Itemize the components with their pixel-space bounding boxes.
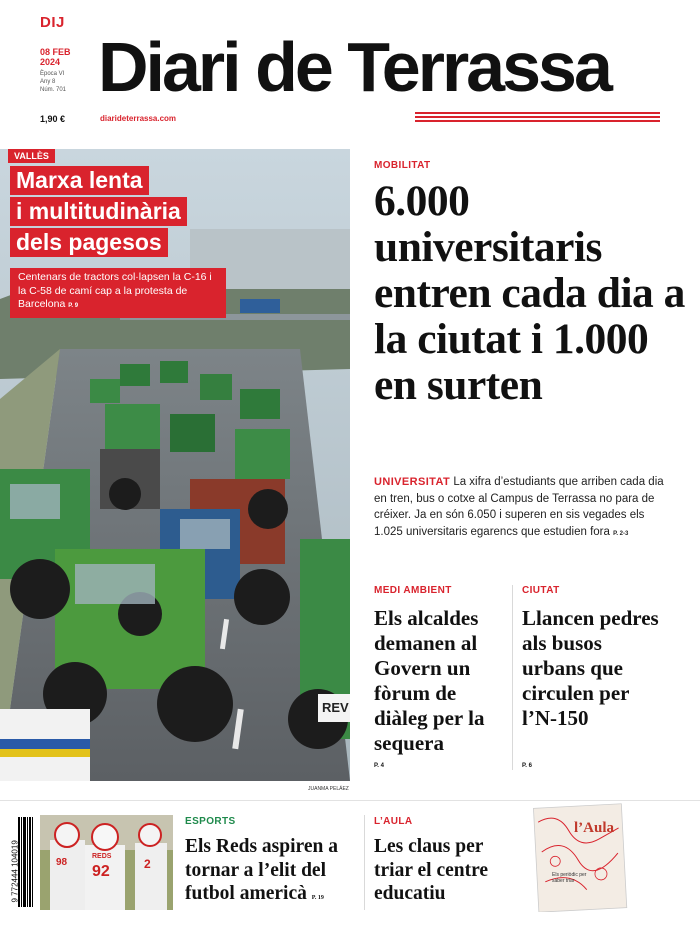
edition-number: Núm. 701 <box>40 87 67 93</box>
story-sequera-headline[interactable]: Els alcaldes demanen al Govern un fòrum de diàleg per la sequera <box>374 606 485 755</box>
section-tag-esports[interactable]: ESPORTS <box>185 816 236 827</box>
jersey-number: 2 <box>144 857 151 871</box>
aula-cover-image <box>530 800 630 912</box>
masthead-meta <box>40 70 66 94</box>
lead-page-ref: P. 2-3 <box>613 530 629 537</box>
hero-headline-line-3: dels pagesos <box>10 228 168 257</box>
story-busos-page-ref: P. 6 <box>522 763 532 769</box>
hero-subheadline-text: Centenars de tractors col·lapsen la C-16 i la C-58 de camí cap a la protesta de Barcelona <box>18 271 212 310</box>
story-busos-headline[interactable]: Llancen pedres als busos urbans que circulen per l’N-150 <box>522 606 659 730</box>
edition-epoca: Època VI <box>40 71 65 77</box>
lead-summary <box>374 474 674 542</box>
lead-kicker: UNIVERSITAT <box>374 476 451 488</box>
column-divider <box>512 585 513 770</box>
lead-body-text: La xifra d’estudiants que arriben cada dia en tren, bus o cotxe al Campus de Terrassa no para de créixer. Ja en són 6.050 i superen en sis vegades els 1.025 universitaris egarencs que estudien fora <box>374 476 664 538</box>
logo-rules <box>415 112 660 124</box>
masthead-day: DIJ <box>40 14 65 31</box>
section-tag-valles[interactable]: VALLÈS <box>8 149 55 163</box>
photo-credit: JUANMA PELÁEZ <box>308 786 349 792</box>
price: 1,90 € <box>40 114 66 124</box>
website-link[interactable]: diarideterrassa.com <box>100 114 177 123</box>
newspaper-logo[interactable]: Diari de Terrassa <box>98 28 610 106</box>
section-tag-medi-ambient[interactable]: MEDI AMBIENT <box>374 585 452 596</box>
date-line-2: 2024 <box>40 57 61 67</box>
edition-year: Any 8 <box>40 79 56 85</box>
hero-headline[interactable] <box>10 166 240 259</box>
section-tag-mobilitat[interactable]: MOBILITAT <box>374 160 431 171</box>
tractor-sign: REV <box>322 700 349 715</box>
story-sequera-page-ref: P. 4 <box>374 763 384 769</box>
hero-subheadline[interactable] <box>10 268 226 318</box>
esports-headline[interactable] <box>185 835 365 911</box>
jersey-team: REDS <box>92 853 112 860</box>
masthead-date <box>40 47 71 67</box>
barcode-number: 9 772444 104019 <box>10 840 20 903</box>
section-tag-aula[interactable]: L’AULA <box>374 816 413 827</box>
date-line-1: 08 FEB <box>40 47 71 57</box>
hero-headline-line-2: i multitudinària <box>10 197 187 226</box>
aula-cover-title: l’Aula <box>574 820 615 836</box>
barcode <box>6 817 34 907</box>
esports-photo[interactable] <box>40 815 173 910</box>
jersey-number: 92 <box>92 863 110 880</box>
esports-page-ref: P. 19 <box>311 895 324 901</box>
aula-supplement-cover[interactable] <box>530 800 630 912</box>
hero-page-ref: P. 9 <box>68 303 79 309</box>
aula-headline[interactable]: Les claus per triar el centre educatiu <box>374 836 489 904</box>
jersey-number: 98 <box>56 857 68 868</box>
section-tag-ciutat[interactable]: CIUTAT <box>522 585 560 596</box>
esports-headline-text: Els Reds aspiren a tornar a l’elit del futbol americà <box>185 836 338 904</box>
hero-headline-line-1: Marxa lenta <box>10 166 149 195</box>
bottom-column-divider <box>364 815 365 910</box>
aula-cover-caption: Els periòdic per saber triar <box>552 872 587 884</box>
lead-headline[interactable]: 6.000 universitaris entren cada dia a la ciutat i 1.000 en surten <box>374 177 685 409</box>
